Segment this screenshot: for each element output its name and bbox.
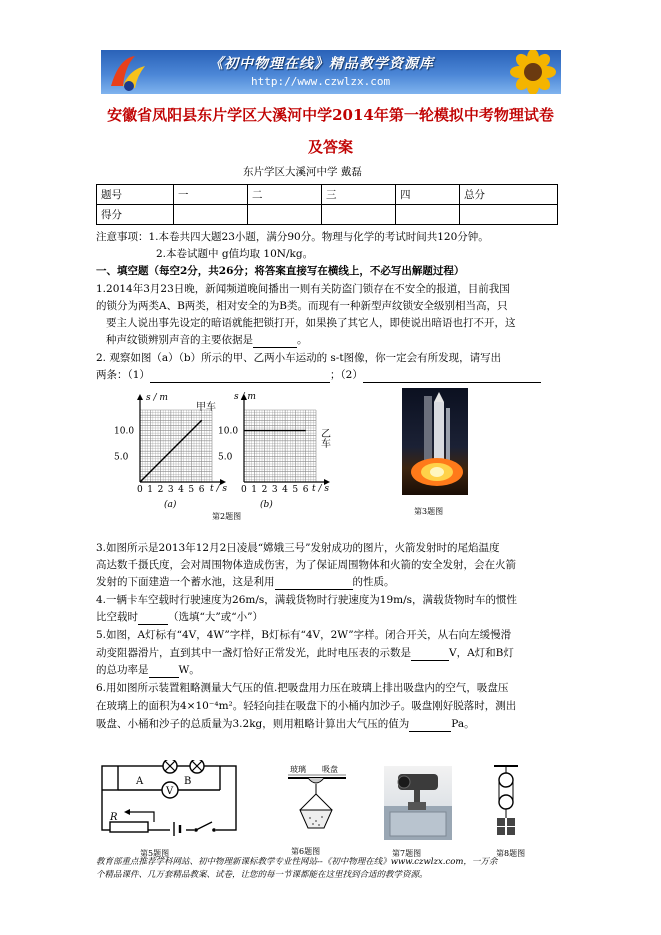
st-graph-b-grid: [244, 410, 316, 482]
st-graph-b-caption: (b): [260, 500, 273, 510]
camera-photo: [384, 766, 452, 840]
score-cell: [460, 205, 558, 225]
q1-text-end: 。: [297, 334, 308, 346]
score-header-cell: 四: [396, 185, 460, 205]
score-cell: [396, 205, 460, 225]
fig3-caption: 第3题图: [414, 507, 444, 516]
q1-answer-blank[interactable]: [253, 334, 297, 348]
q4-text: 比空载时: [96, 611, 138, 623]
q2-text-part2: ；（2）: [329, 369, 363, 381]
q1-line3: 要主人说出事先设定的暗语就能把锁打开，如果换了其它人，即使说出暗语也打不开，这: [106, 317, 516, 329]
x-tick-label: 3: [271, 485, 278, 495]
suction-cup-diagram: [286, 764, 348, 840]
x-tick-label: 6: [198, 485, 205, 495]
q3-answer-blank[interactable]: [275, 576, 353, 590]
st-graph-a-ylabel: s / m: [146, 393, 168, 403]
banner-title: 《初中物理在线》精品教学资源库: [209, 56, 434, 72]
q6-answer-blank[interactable]: [409, 718, 451, 732]
q3-text: 发射的下面建造一个蓄水池，这是利用: [96, 576, 275, 588]
y-tick-label: 10.0: [218, 426, 239, 437]
q3-line2: 高达数千摄氏度，会对周围物体造成伤害，为了保证周围物体和火箭的安全发射，会在火箭: [96, 559, 516, 571]
suction-cup-icon: [308, 778, 324, 783]
q1-line4: [106, 332, 308, 348]
pulley-diagram: [488, 764, 524, 840]
document-title-line1: 安徽省凤阳县东片学区大溪河中学2014年第一轮模拟中考物理试卷: [107, 106, 554, 124]
fig8-caption: 第8题图: [496, 849, 526, 858]
weight-icon: [497, 818, 505, 826]
q5-text-part2: V，A灯和B灯: [449, 647, 514, 659]
x-tick-label: 6: [302, 485, 309, 495]
q3-text-end: 的性质。: [352, 576, 395, 588]
site-logo-icon: [105, 52, 149, 92]
q4-text-end: （选填“大”或“小”）: [168, 611, 263, 623]
fig5-caption: 第5题图: [140, 849, 170, 858]
q5-answer-blank-2[interactable]: [149, 664, 179, 678]
rheostat-icon: [109, 809, 154, 832]
header-banner: [101, 50, 561, 94]
q5-text-part1: 动变阻器滑片，直到其中一盏灯恰好正常发光，此时电压表的示数是: [96, 647, 411, 659]
notes-line2: 2.本卷试题中 g值均取 10N/kg。: [156, 248, 314, 260]
x-tick-label: 0: [137, 485, 143, 495]
banner-url[interactable]: http://www.czwlzx.com: [251, 75, 391, 88]
st-graph-a-ticks: [114, 427, 205, 495]
suction-cup-label: 吸盘: [322, 765, 338, 774]
x-tick-label: 4: [178, 485, 184, 495]
weight-icon: [507, 818, 515, 826]
score-table-header-row: [97, 185, 558, 205]
q6-text-end: Pa。: [451, 718, 475, 730]
x-tick-label: 4: [282, 485, 288, 495]
lamp-b-label: B: [184, 776, 192, 787]
q3-line3: [96, 574, 395, 590]
movable-pulley-icon: [499, 795, 513, 809]
q1-line1: 1.2014年3月23日晚，新闻频道晚间播出一则有关防盗门锁存在不安全的报道，目前我国: [96, 283, 510, 295]
score-header-cell: 一: [174, 185, 248, 205]
x-tick-label: 0: [241, 485, 247, 495]
battery-icon: [170, 822, 186, 836]
st-graph-b-car-label: 乙车: [318, 428, 330, 448]
voltmeter-icon: [162, 782, 178, 798]
st-graph-b-xlabel: t / s: [312, 484, 329, 494]
q3-line1: 3.如图所示是2013年12月2日凌晨“嫦娥三号”发射成功的图片，火箭发射时的尾焰温度: [96, 542, 500, 554]
st-graph-b-ticks: [218, 427, 309, 495]
q6-line2: 在玻璃上的面积为4×10⁻⁴m²。轻轻向挂在吸盘下的小桶内加沙子。吸盘刚好脱落时，测出: [96, 700, 517, 712]
score-header-cell: 题号: [97, 185, 174, 205]
st-graph-a-xlabel: t / s: [210, 484, 227, 494]
score-table-score-row: [97, 205, 558, 225]
score-table: [96, 184, 558, 225]
rheostat-label: R: [110, 812, 118, 823]
fig2-caption: 第2题图: [212, 512, 242, 521]
st-graph-a-car-label: 甲车: [196, 402, 216, 413]
weight-icon: [497, 827, 505, 835]
y-tick-label: 5.0: [218, 452, 233, 463]
author-line: 东片学区大溪河中学 戴磊: [243, 166, 362, 178]
q6-text: 吸盘、小桶和沙子的总质量为3.2kg，则用粗略计算出大气压的值为: [96, 718, 410, 730]
score-row-label: 得分: [97, 205, 174, 225]
rocket-launch-photo: [402, 388, 468, 495]
y-tick-label: 5.0: [114, 452, 129, 463]
security-camera-icon: [384, 766, 452, 840]
y-tick-label: 10.0: [114, 426, 135, 437]
q6-line3: [96, 716, 475, 732]
score-cell: [174, 205, 248, 225]
x-tick-label: 2: [157, 485, 164, 495]
sunflower-icon: [503, 50, 561, 94]
q4-line1: 4.一辆卡车空载时行驶速度为26m/s，满载货物时行驶速度为19m/s，满载货物时车的惯性: [96, 594, 518, 606]
fig7-caption: 第7题图: [392, 849, 422, 858]
lamp-a-label: A: [136, 776, 144, 787]
q2-text-part1: 两条：（1）: [96, 369, 150, 381]
footer-line2: 个精品课件、几万套精品教案、试卷，让您的每一节课都能在这里找到合适的教学资源。: [96, 870, 428, 880]
x-tick-label: 3: [167, 485, 174, 495]
q2-answer-blank-1[interactable]: [150, 369, 330, 383]
score-cell: [322, 205, 396, 225]
q5-text-part3: 的总功率是: [96, 664, 149, 676]
q4-answer-blank[interactable]: [138, 611, 168, 625]
q2-line2: [96, 367, 541, 383]
x-tick-label: 5: [188, 485, 195, 495]
bucket-icon: [300, 810, 332, 828]
fig6-caption: 第6题图: [291, 847, 321, 856]
footer-line1: 教育部重点推荐学科网站、初中物理新课标教学专业性网站--《初中物理在线》www.czwlzx.com，一万余: [96, 857, 498, 867]
fixed-pulley-icon: [499, 773, 513, 787]
q6-line1: 6.用如图所示装置粗略测量大气压的值.把吸盘用力压在玻璃上排出吸盘内的空气，吸盘压: [96, 682, 509, 694]
score-header-cell: 三: [322, 185, 396, 205]
weight-icon: [507, 827, 515, 835]
score-cell: [248, 205, 322, 225]
x-tick-label: 1: [251, 485, 258, 495]
q4-line2: [96, 609, 263, 625]
q1-line2: 的锁分为两类A、B两类，相对安全的为B类。而现有一种新型声纹锁安全级别相当高，只: [96, 300, 508, 312]
q1-text: 种声纹锁辨别声音的主要依据是: [106, 334, 253, 346]
x-tick-label: 1: [147, 485, 154, 495]
switch-icon: [194, 820, 216, 834]
y-axis-arrow: [137, 394, 143, 400]
section1-heading: 一、填空题（每空2分，共26分；将答案直接写在横线上，不必写出解题过程）: [96, 265, 465, 277]
circuit-diagram: [96, 760, 242, 840]
q5-line3: [96, 662, 200, 678]
voltmeter-label: V: [166, 786, 174, 797]
x-tick-label: 2: [261, 485, 268, 495]
notes-line1: 注意事项：1.本卷共四大题23小题，满分90分。物理与化学的考试时间共120分钟。: [96, 231, 489, 243]
lamp-b-icon: [190, 760, 204, 773]
q5-line2: [96, 645, 514, 661]
score-header-cell: 总分: [460, 185, 558, 205]
st-graph-a-caption: (a): [164, 500, 177, 510]
x-tick-label: 5: [292, 485, 299, 495]
st-graph-b-ylabel: s / m: [234, 392, 256, 402]
q5-line1: 5.如图，A灯标有“4V，4W”字样，B灯标有“4V，2W”字样。闭合开关，从右向左缓慢滑: [96, 629, 512, 641]
q2-line1: 2. 观察如图（a）（b）所示的甲、乙两小车运动的 s-t图像，你一定会有所发现，请写出: [96, 352, 502, 364]
q2-answer-blank-2[interactable]: [363, 369, 541, 383]
q5-answer-blank-1[interactable]: [411, 647, 449, 661]
glass-label: 玻璃: [290, 765, 306, 774]
rocket-icon: [402, 388, 468, 495]
st-graph-figure: [110, 390, 350, 515]
document-title-line2: 及答案: [307, 138, 353, 156]
q5-text-end: W。: [178, 664, 200, 676]
lamp-a-icon: [163, 760, 177, 773]
score-header-cell: 二: [248, 185, 322, 205]
